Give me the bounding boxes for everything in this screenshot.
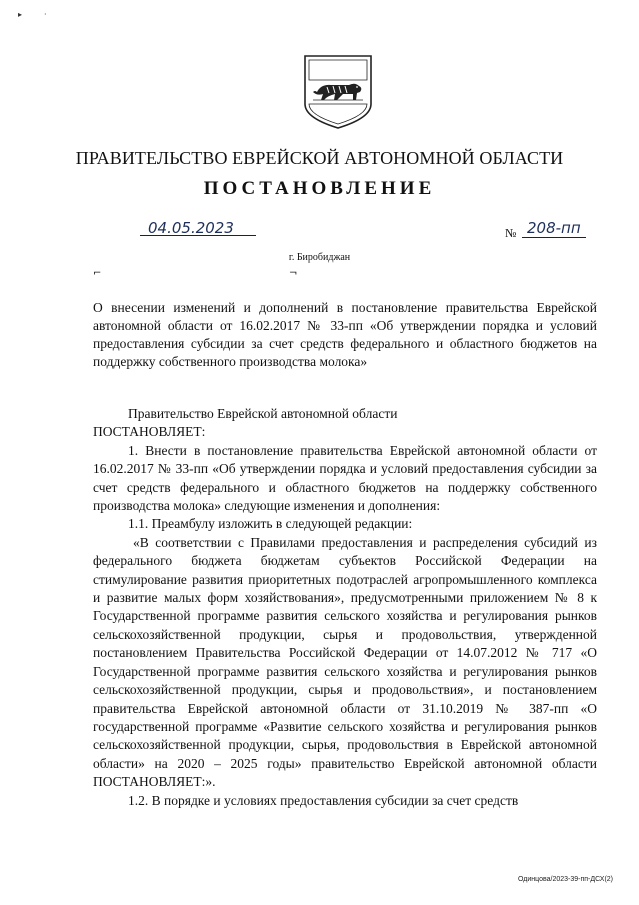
corner-bracket-left: ⌐ [93, 268, 102, 279]
body-paragraph: Правительство Еврейской автономной области [128, 406, 398, 421]
city: г. Биробиджан [288, 252, 351, 263]
corner-bracket-right: ¬ [289, 268, 298, 279]
coat-of-arms-tiger-icon [297, 52, 379, 132]
footer-code: Одинцова/2023-39-пп-ДСХ(2) [517, 876, 613, 883]
body-paragraph: 1.1. Преамбулу изложить в следующей редакции: [128, 516, 413, 532]
document-subject: О внесении изменений и дополнений в постановление правительства Еврейской автономной области от 16.02.2017 № 33-пп «Об утверждении порядка и условий предоставления субсидии за счет средств федерального и областного бюджетов на поддержку собственного производства молока» [93, 300, 597, 369]
body-paragraph: 1.2. В порядке и условиях предоставления субсидии за счет средств [128, 792, 519, 808]
government-title: ПРАВИТЕЛЬСТВО ЕВРЕЙСКОЙ АВТОНОМНОЙ ОБЛАСТИ [75, 148, 564, 168]
scan-mark: · [44, 10, 47, 19]
number-label: № [505, 226, 517, 240]
body-paragraph: 1. Внести в постановление правительства Еврейской автономной области от 16.02.2017 № 33-пп «Об утверждении порядка и условий предоставления субсидии за счет средств федерального и областного бюджетов на поддержку собственного производства молока» следующие изменения и дополнения: [93, 442, 597, 514]
body-paragraph: ПОСТАНОВЛЯЕТ: [93, 424, 206, 440]
document-type: ПОСТАНОВЛЕНИЕ [203, 178, 436, 199]
handwritten-number: 208-пп [527, 219, 581, 237]
handwritten-date: 04.05.2023 [148, 219, 234, 237]
body-paragraph: «В соответствии с Правилами предоставления и распределения субсидий из федерального бюджета бюджетам субъектов Российской Федерации на стимулирование развития приоритетных подотраслей агропромышленного комплекса и развитие малых форм хозяйствования», предусмотренными приложением № 8 к Государственной программе развития сельского хозяйства и регулирования рынков сельскохозяйственной продукции, сырья и продовольствия, утвержденной постановлением Правительства Российской Федерации от 14.07.2012 № 717 «О Государственной программе развития сельского хозяйства и регулирования рынков сельскохозяйственной продукции, сырья и продовольствия», и постановлением правительства Еврейской автономной области от 31.10.2019 № 387-пп «О государственной программе «Развитие сельского хозяйства и регулирования рынков сельскохозяйственной продукции, сырья, продовольствия в Еврейской автономной области» на 2020 – 2025 годы» правительство Еврейской автономной области ПОСТАНОВЛЯЕТ:». [93, 534, 597, 790]
number-underline [522, 237, 586, 238]
date-underline [140, 235, 256, 236]
document-body [93, 405, 597, 810]
scan-mark: ▸ [18, 10, 23, 19]
